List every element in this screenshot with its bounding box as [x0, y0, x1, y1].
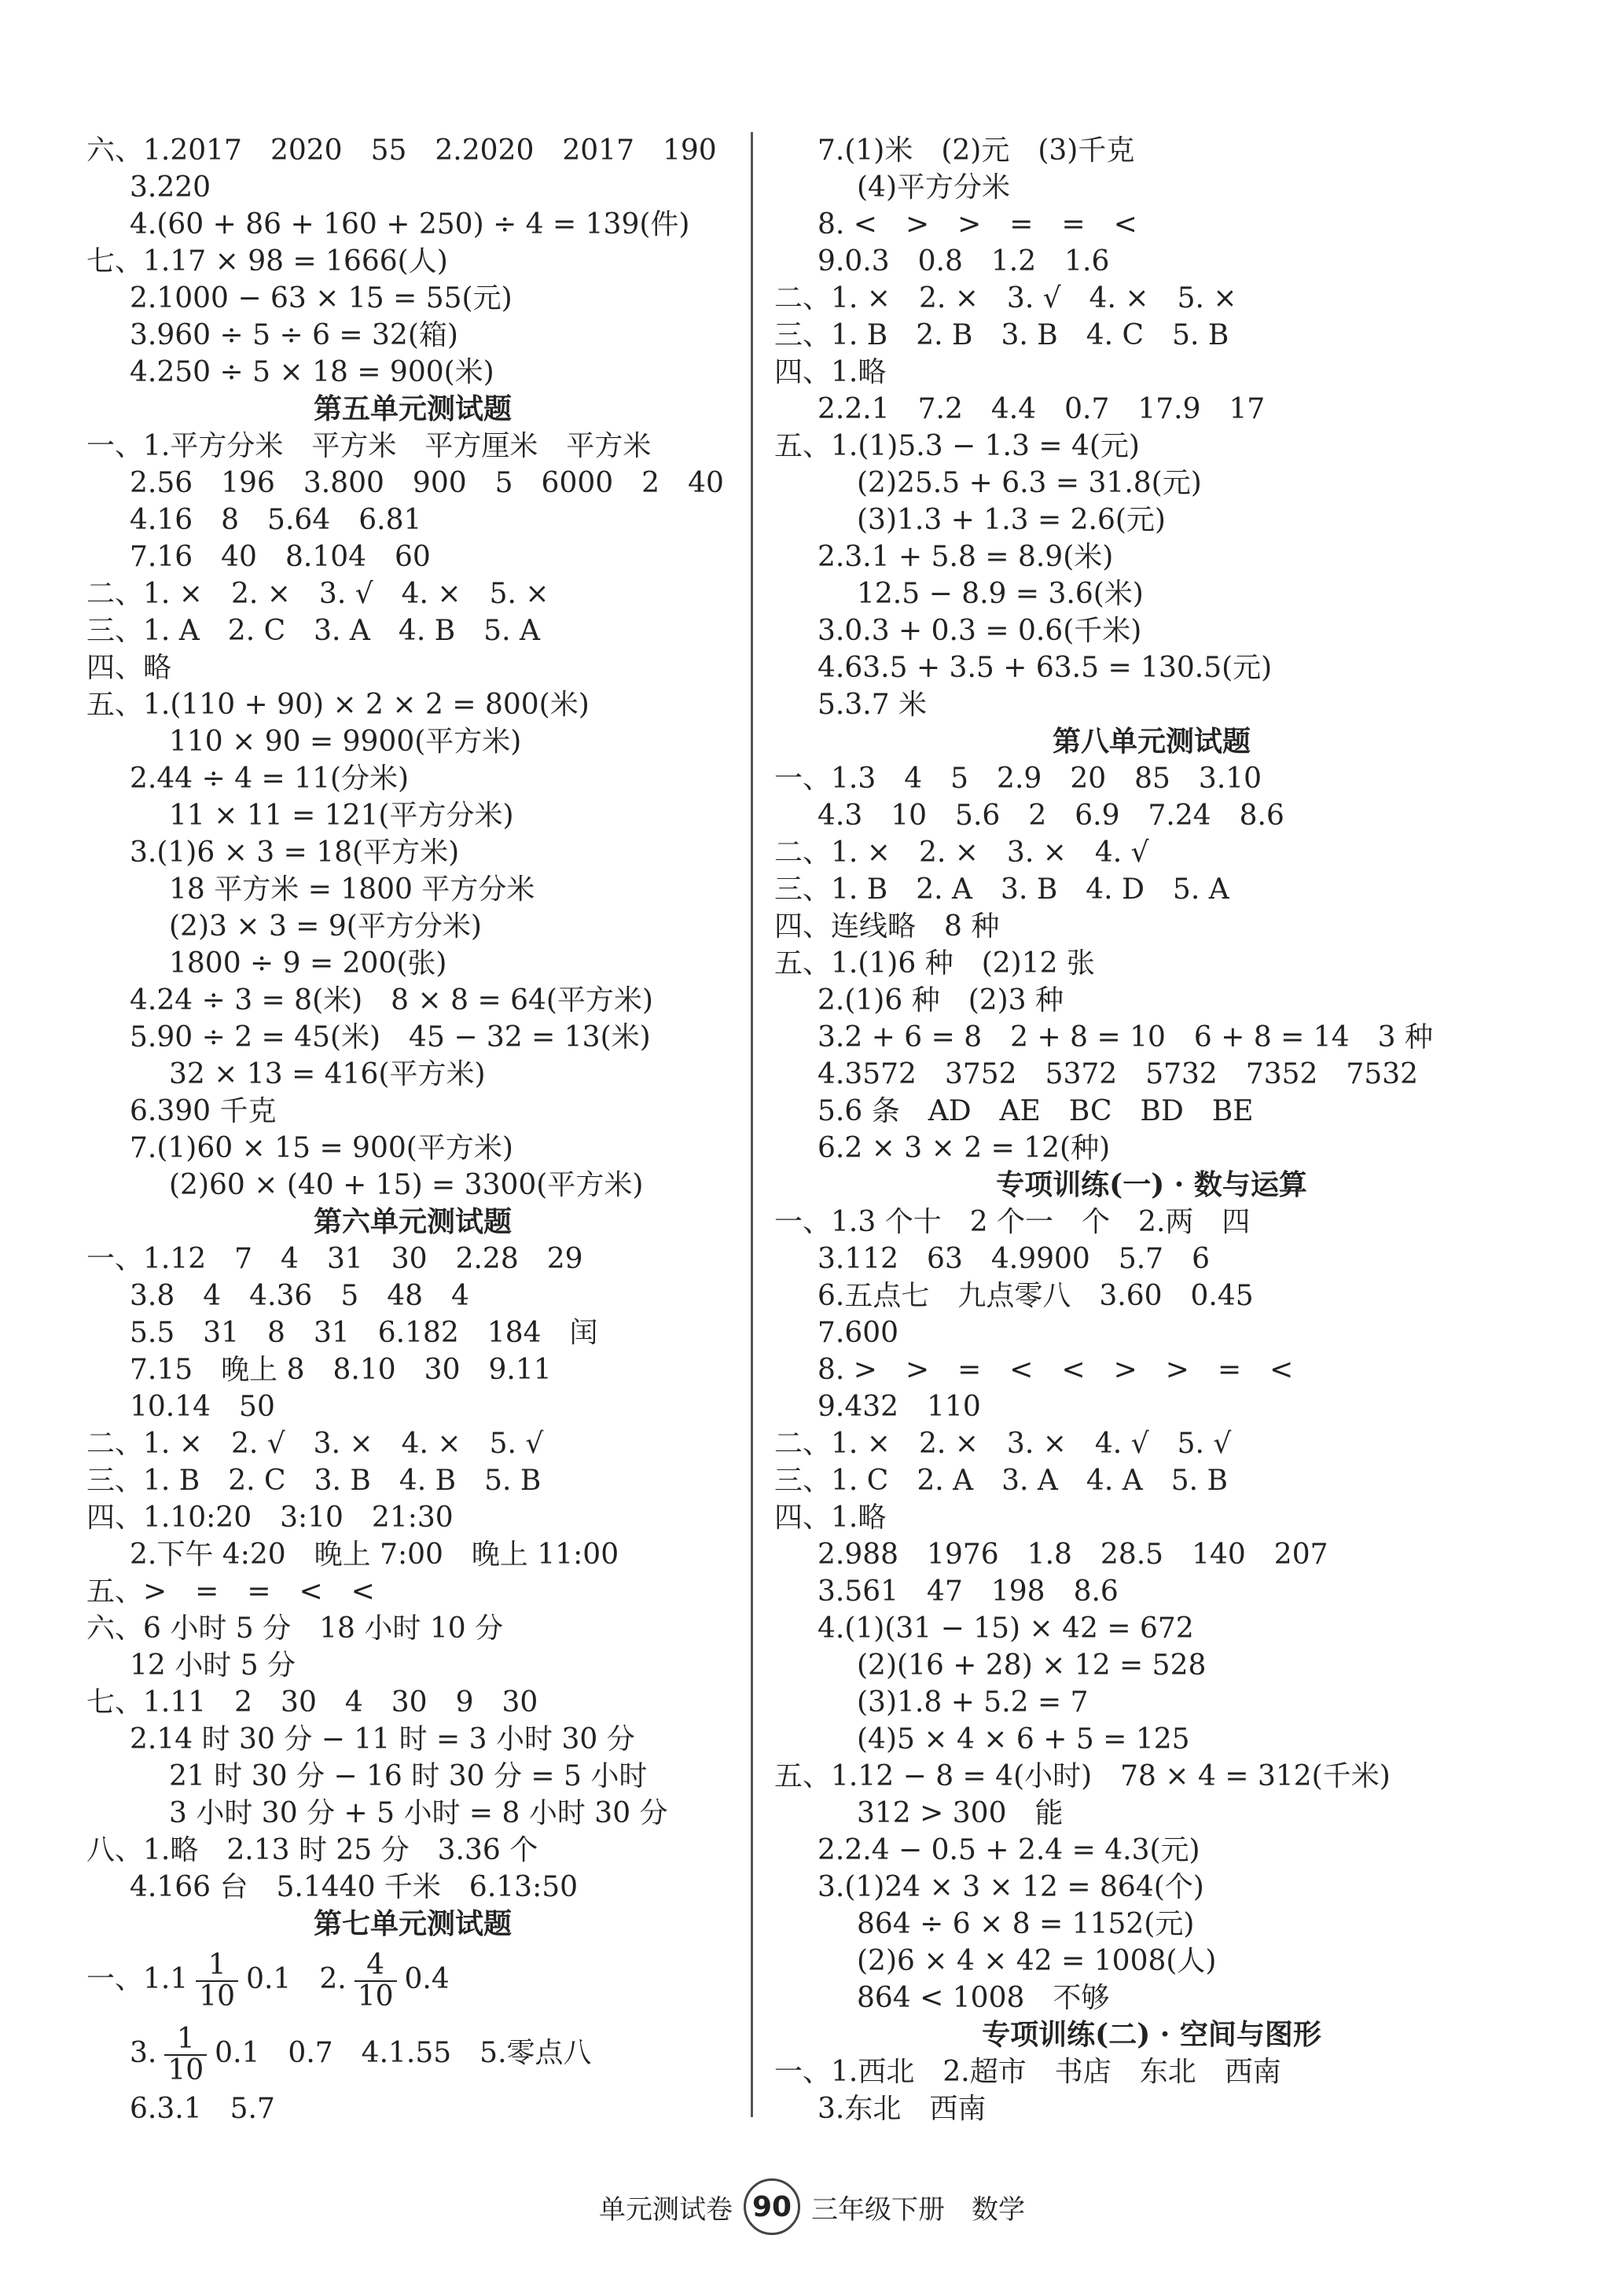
answer-line: 6.3.1 5.7: [130, 2093, 275, 2125]
answer-line: 2.3.1 + 5.8 = 8.9(米): [818, 541, 1114, 573]
answer-line: 3.8 4 4.36 5 48 4: [130, 1280, 469, 1312]
answer-line: 2.2.1 7.2 4.4 0.7 17.9 17: [818, 393, 1266, 425]
answer-line: 8. > > = < < > > = <: [818, 1354, 1294, 1386]
answer-line: 12 小时 5 分: [130, 1649, 296, 1682]
section-heading: 第五单元测试题: [313, 392, 512, 425]
answer-line: 四、1.略: [774, 1502, 887, 1534]
answer-line: 4.3572 3752 5372 5732 7352 7532: [818, 1058, 1419, 1090]
answer-line: 2.14 时 30 分 − 11 时 = 3 小时 30 分: [130, 1723, 635, 1755]
answer-line: 6.2 × 3 × 2 = 12(种): [818, 1132, 1111, 1164]
page-number: 90: [751, 2190, 792, 2223]
answer-line: 5.90 ÷ 2 = 45(米) 45 − 32 = 13(米): [130, 1021, 651, 1053]
answer-line: 7.16 40 8.104 60: [130, 541, 431, 573]
section-heading: 第七单元测试题: [313, 1907, 512, 1940]
answer-line: 4.3 10 5.6 2 6.9 7.24 8.6: [818, 800, 1284, 832]
answer-line: 5.5 31 8 31 6.182 184 闰: [130, 1317, 598, 1349]
answer-line: 六、6 小时 5 分 18 小时 10 分: [86, 1612, 504, 1645]
column-divider: [751, 132, 753, 2117]
answer-line: 二、1. × 2. × 3. × 4. √: [774, 836, 1149, 869]
footer-grade-subject: 三年级下册 数学: [811, 2193, 1025, 2226]
answer-line: 四、1.10:20 3:10 21:30: [86, 1502, 454, 1534]
answer-line: (3)1.8 + 5.2 = 7: [857, 1686, 1089, 1719]
answer-line: 2.(1)6 种 (2)3 种: [818, 984, 1064, 1016]
fraction-numerator: 1: [164, 2024, 207, 2056]
answer-line: 7.600: [818, 1317, 899, 1349]
answer-line: 3.220: [130, 171, 211, 204]
answer-line: 1800 ÷ 9 = 200(张): [169, 947, 447, 980]
answer-line: (2)60 × (40 + 15) = 3300(平方米): [169, 1169, 644, 1201]
answer-line: 864 ÷ 6 × 8 = 1152(元): [857, 1908, 1195, 1940]
answer-line: 18 平方米 = 1800 平方分米: [169, 873, 535, 906]
answer-line: 2.44 ÷ 4 = 11(分米): [130, 763, 410, 795]
answer-line: 五、> = = < <: [86, 1575, 375, 1608]
page-footer: [0, 2179, 1624, 2234]
fraction: [355, 1950, 397, 2012]
answer-line: 3.2 + 6 = 8 2 + 8 = 10 6 + 8 = 14 3 种: [818, 1021, 1433, 1053]
answer-line: (2)3 × 3 = 9(平方分米): [169, 910, 482, 943]
answer-line: 一、1.西北 2.超市 书店 东北 西南: [774, 2056, 1281, 2088]
answer-line: 5.6 条 AD AE BC BD BE: [818, 1095, 1254, 1127]
answer-line: 864 < 1008 不够: [857, 1982, 1110, 2014]
answer-line: 五、1.(1)6 种 (2)12 张: [774, 947, 1095, 980]
answer-text: 3.: [130, 2037, 157, 2069]
answer-line: 9.432 110: [818, 1391, 981, 1423]
section-heading: 专项训练(一) · 数与运算: [996, 1168, 1307, 1201]
answer-line: 七、1.11 2 30 4 30 9 30: [86, 1686, 538, 1719]
answer-line: 3.(1)6 × 3 = 18(平方米): [130, 836, 460, 869]
left-answer-column: [86, 132, 739, 2127]
answer-line: (3)1.3 + 1.3 = 2.6(元): [857, 504, 1166, 536]
answer-line: 10.14 50: [130, 1391, 275, 1423]
answer-line: 7.(1)60 × 15 = 900(平方米): [130, 1132, 513, 1164]
answer-line: 八、1.略 2.13 时 25 分 3.36 个: [86, 1834, 538, 1866]
fraction: [164, 2024, 207, 2086]
answer-line: 32 × 13 = 416(平方米): [169, 1058, 486, 1090]
answer-line: 二、1. × 2. √ 3. × 4. × 5. √: [86, 1428, 544, 1460]
answer-text: 0.1 0.7 4.1.55 5.零点八: [215, 2037, 592, 2069]
answer-line: 5.3.7 米: [818, 689, 928, 721]
fraction-denominator: 10: [357, 1980, 394, 2013]
answer-line: 六、1.2017 2020 55 2.2020 2017 190: [86, 134, 717, 167]
answer-line: 2.1000 − 63 × 15 = 55(元): [130, 282, 513, 314]
answer-line: 3.561 47 198 8.6: [818, 1575, 1119, 1608]
answer-line: 3.960 ÷ 5 ÷ 6 = 32(箱): [130, 319, 458, 351]
answer-line: 110 × 90 = 9900(平方米): [169, 726, 522, 758]
answer-line: 二、1. × 2. × 3. × 4. √ 5. √: [774, 1428, 1232, 1460]
answer-line: 4.(1)(31 − 15) × 42 = 672: [818, 1612, 1194, 1645]
answer-line-with-fractions: [86, 1943, 739, 2016]
answer-line: 4.(60 + 86 + 160 + 250) ÷ 4 = 139(件): [130, 208, 690, 241]
answer-line: 6.五点七 九点零八 3.60 0.45: [818, 1280, 1254, 1312]
answer-line: 4.16 8 5.64 6.81: [130, 504, 422, 536]
answer-line: 三、1. B 2. B 3. B 4. C 5. B: [774, 319, 1229, 351]
answer-line: (2)6 × 4 × 42 = 1008(人): [857, 1945, 1217, 1977]
answer-line: 312 > 300 能: [857, 1797, 1064, 1829]
answer-line: 12.5 − 8.9 = 3.6(米): [857, 578, 1144, 610]
answer-line: 一、1.平方分米 平方米 平方厘米 平方米: [86, 430, 652, 462]
fraction-denominator: 10: [199, 1980, 236, 2013]
answer-text: 0.1 2.: [246, 1963, 347, 1995]
section-heading: 第八单元测试题: [1052, 725, 1251, 758]
answer-line: 四、略: [86, 652, 172, 684]
answer-line: 4.63.5 + 3.5 + 63.5 = 130.5(元): [818, 652, 1273, 684]
answer-line: 二、1. × 2. × 3. √ 4. × 5. ×: [774, 282, 1237, 314]
answer-line: 三、1. C 2. A 3. A 4. A 5. B: [774, 1465, 1228, 1497]
answer-line: 四、连线略 8 种: [774, 910, 1000, 943]
answer-line: 五、1.12 − 8 = 4(小时) 78 × 4 = 312(千米): [774, 1760, 1391, 1792]
answer-line: 7.15 晚上 8 8.10 30 9.11: [130, 1354, 552, 1386]
answer-line: 2.56 196 3.800 900 5 6000 2 40: [130, 467, 724, 499]
answer-text: 0.4: [404, 1963, 450, 1995]
answer-line: (2)25.5 + 6.3 = 31.8(元): [857, 467, 1202, 499]
answer-line: (4)5 × 4 × 6 + 5 = 125: [857, 1723, 1190, 1755]
answer-line: 4.250 ÷ 5 × 18 = 900(米): [130, 356, 494, 388]
answer-line: 21 时 30 分 − 16 时 30 分 = 5 小时: [169, 1760, 648, 1792]
answer-line: (2)(16 + 28) × 12 = 528: [857, 1649, 1207, 1682]
answer-line: 3.(1)24 × 3 × 12 = 864(个): [818, 1871, 1204, 1903]
answer-line: 三、1. A 2. C 3. A 4. B 5. A: [86, 615, 540, 647]
answer-line: 3.112 63 4.9900 5.7 6: [818, 1243, 1210, 1275]
answer-line: 6.390 千克: [130, 1095, 277, 1127]
answer-line-with-fractions: [86, 2016, 739, 2090]
answer-line: 9.0.3 0.8 1.2 1.6: [818, 245, 1110, 278]
answer-line: 一、1.3 个十 2 个一 个 2.两 四: [774, 1206, 1251, 1238]
answer-line: 一、1.12 7 4 31 30 2.28 29: [86, 1243, 583, 1275]
answer-line: 11 × 11 = 121(平方分米): [169, 800, 514, 832]
fraction-numerator: 1: [196, 1950, 238, 1982]
answer-line: 3.0.3 + 0.3 = 0.6(千米): [818, 615, 1142, 647]
page-number-badge: [744, 2178, 800, 2235]
answer-line: 三、1. B 2. A 3. B 4. D 5. A: [774, 873, 1229, 906]
answer-line: 2.2.4 − 0.5 + 2.4 = 4.3(元): [818, 1834, 1200, 1866]
answer-line: 2.下午 4:20 晚上 7:00 晚上 11:00: [130, 1539, 619, 1571]
answer-line: 七、1.17 × 98 = 1666(人): [86, 245, 448, 278]
fraction-numerator: 4: [355, 1950, 397, 1982]
answer-line: 8. < > > = = <: [818, 208, 1137, 241]
answer-line: 4.24 ÷ 3 = 8(米) 8 × 8 = 64(平方米): [130, 984, 653, 1016]
answer-text: 一、1.1: [86, 1963, 189, 1995]
answer-line: 3 小时 30 分 + 5 小时 = 8 小时 30 分: [169, 1797, 668, 1829]
answer-line: (4)平方分米: [857, 171, 1010, 204]
answer-line: 一、1.3 4 5 2.9 20 85 3.10: [774, 763, 1262, 795]
answer-line: 三、1. B 2. C 3. B 4. B 5. B: [86, 1465, 542, 1497]
fraction-denominator: 10: [167, 2054, 204, 2086]
answer-line: 3.东北 西南: [818, 2093, 987, 2125]
right-answer-column: [774, 132, 1529, 2127]
section-heading: 专项训练(二) · 空间与图形: [982, 2018, 1321, 2051]
answer-line: 二、1. × 2. × 3. √ 4. × 5. ×: [86, 578, 549, 610]
answer-line: 2.988 1976 1.8 28.5 140 207: [818, 1539, 1328, 1571]
answer-line: 四、1.略: [774, 356, 887, 388]
section-heading: 第六单元测试题: [313, 1205, 512, 1238]
answer-line: 五、1.(1)5.3 − 1.3 = 4(元): [774, 430, 1140, 462]
answer-line: 五、1.(110 + 90) × 2 × 2 = 800(米): [86, 689, 590, 721]
footer-book-title: 单元测试卷: [599, 2193, 733, 2226]
answer-line: 4.166 台 5.1440 千米 6.13:50: [130, 1871, 579, 1903]
fraction: [196, 1950, 238, 2012]
answer-line: 7.(1)米 (2)元 (3)千克: [818, 134, 1135, 167]
